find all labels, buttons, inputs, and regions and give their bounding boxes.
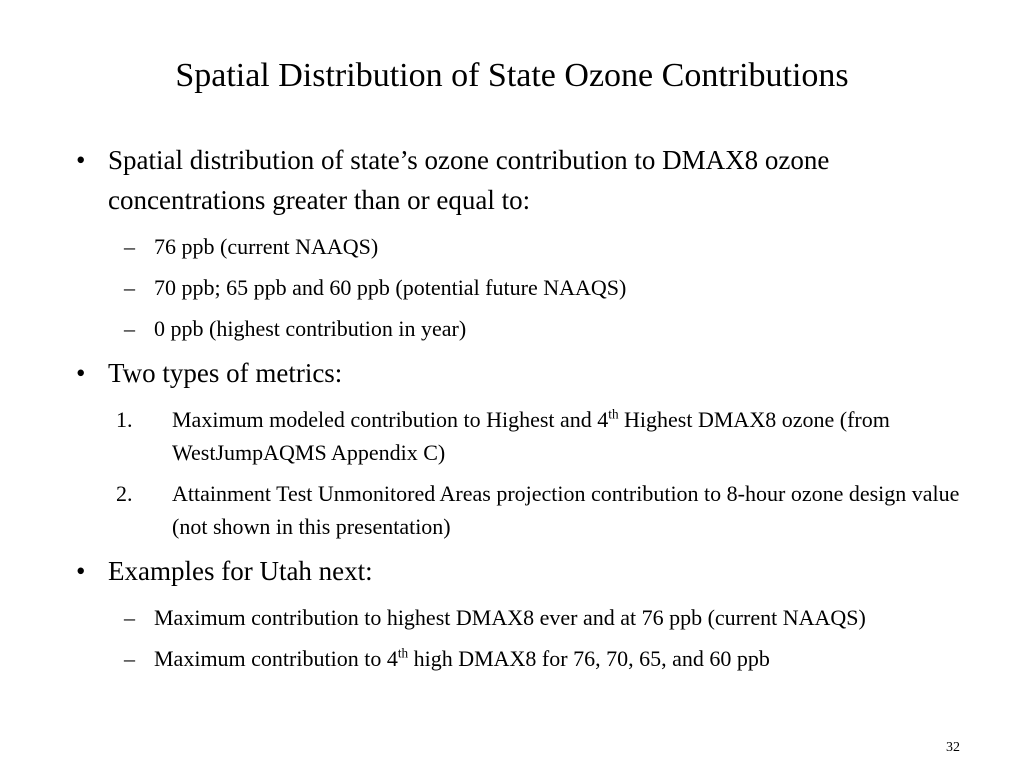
- superscript: th: [608, 406, 619, 422]
- sub-item: [72, 601, 972, 634]
- item-number: 2.: [116, 481, 133, 506]
- text-part: Maximum modeled contribution to Highest and 4: [172, 407, 609, 432]
- sub-text: [154, 646, 770, 671]
- sub-marker: –: [124, 275, 135, 300]
- sub-marker: –: [124, 234, 135, 259]
- numbered-item: [72, 403, 972, 469]
- numbered-text: [172, 407, 890, 465]
- slide-title: Spatial Distribution of State Ozone Contributions: [175, 57, 849, 94]
- sub-list: [72, 601, 972, 675]
- bullet-item: [72, 551, 972, 591]
- sub-marker: –: [124, 646, 135, 671]
- sub-text: 70 ppb; 65 ppb and 60 ppb (potential future NAAQS): [154, 275, 627, 300]
- bullet-list: [72, 140, 972, 683]
- numbered-item: [72, 477, 972, 543]
- slide-number: 32: [946, 740, 960, 755]
- text-part: high DMAX8 for 76, 70, 65, and 60 ppb: [408, 646, 770, 671]
- sub-item: [72, 642, 972, 675]
- bullet-item: [72, 353, 972, 393]
- bullet-item: [72, 140, 972, 220]
- sub-text: 76 ppb (current NAAQS): [154, 234, 379, 259]
- bullet-text: Spatial distribution of state’s ozone contribution to DMAX8 ozone concentrations greater than or equal to:: [108, 145, 830, 215]
- sub-text: Maximum contribution to highest DMAX8 ever and at 76 ppb (current NAAQS): [154, 605, 866, 630]
- bullet-marker: •: [76, 556, 86, 586]
- sub-text: 0 ppb (highest contribution in year): [154, 316, 467, 341]
- sub-list: [72, 403, 972, 543]
- sub-item: [72, 312, 972, 345]
- item-number: 1.: [116, 407, 133, 432]
- sub-marker: –: [124, 605, 135, 630]
- sub-item: [72, 271, 972, 304]
- sub-list: [72, 230, 972, 345]
- superscript: th: [397, 645, 409, 661]
- text-part: Highest DMAX8 ozone (from WestJumpAQMS Appendix C): [172, 407, 890, 465]
- bullet-marker: •: [76, 358, 86, 388]
- bullet-marker: •: [76, 145, 86, 175]
- numbered-text: Attainment Test Unmonitored Areas projection contribution to 8-hour ozone design value (not shown in this presentation): [172, 481, 960, 539]
- bullet-text: Two types of metrics:: [108, 358, 343, 388]
- bullet-text: Examples for Utah next:: [108, 556, 373, 586]
- sub-marker: –: [124, 316, 135, 341]
- sub-item: [72, 230, 972, 263]
- text-part: Maximum contribution to 4: [154, 646, 398, 671]
